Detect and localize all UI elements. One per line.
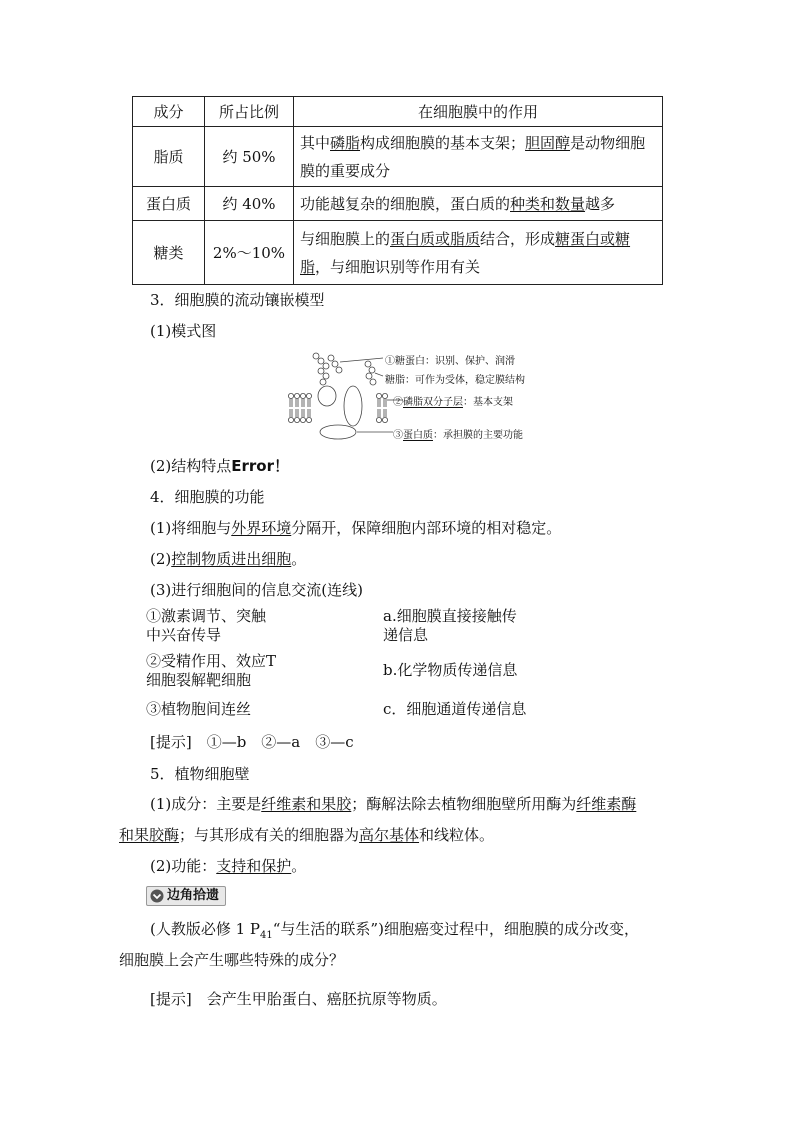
f-underline: 支持和保护: [216, 857, 292, 875]
header-component: 成分: [133, 97, 205, 127]
match-left-1b: 中兴奋传导: [146, 626, 222, 644]
section-3-title: 3．细胞膜的流动镶嵌模型: [150, 291, 325, 309]
f-text: 。: [291, 857, 307, 875]
composition-table: [132, 96, 663, 285]
corner-hint: [提示] 会产生甲胎蛋白、癌胚抗原等物质。: [150, 990, 447, 1008]
c-text: (1)成分：主要是: [150, 795, 262, 813]
section-5-function: [150, 855, 306, 876]
role-text: 功能越复杂的细胞膜，蛋白质的: [300, 194, 511, 213]
label-num: ②: [393, 397, 403, 408]
match-right-c: c．细胞通道传递信息: [383, 700, 527, 718]
role-text: 构成细胞膜的基本支架；: [360, 133, 526, 152]
p1-text: 分隔开，保障细胞内部环境的相对稳定。: [291, 519, 562, 537]
cell-name: 蛋白质: [133, 187, 205, 221]
match-left-2: [146, 652, 276, 690]
label-phospholipid: [393, 393, 513, 408]
role-underline: 磷脂: [330, 133, 361, 152]
table-row: [133, 127, 663, 187]
table-row: [133, 221, 663, 285]
label-glycolipid: 糖脂：可作为受体，稳定膜结构: [385, 375, 525, 386]
role-underline: 糖蛋白或糖脂: [300, 229, 631, 276]
match-left-1: [146, 607, 266, 645]
corner-badge: [146, 886, 226, 906]
match-left-2b: 细胞裂解靶细胞: [146, 671, 252, 689]
p1-text: (1)将细胞与: [150, 519, 232, 537]
c-underline: 纤维素酶: [576, 795, 637, 813]
role-underline: 种类和数量: [510, 194, 586, 213]
label-num: ③: [393, 430, 403, 441]
sub2-error: Error！: [231, 457, 289, 475]
p2-text: (2): [150, 550, 172, 568]
table-row: [133, 187, 663, 221]
cell-name: 糖类: [133, 221, 205, 285]
header-ratio: 所占比例: [205, 97, 294, 127]
cell-name: 脂质: [133, 127, 205, 187]
chevron-down-icon: [150, 889, 164, 903]
q-text: “与生活的联系”)细胞癌变过程中，细胞膜的成分改变，: [272, 920, 639, 938]
role-text: 越多: [585, 194, 616, 213]
match-left-1a: ①激素调节、突触: [146, 607, 267, 625]
c-underline: 和果胶酶: [119, 826, 180, 844]
section-4-p2: [150, 548, 306, 569]
role-text: ，与细胞识别等作用有关: [315, 257, 481, 276]
role-underline: 蛋白质或脂质: [390, 229, 481, 248]
p2-underline: 控制物质进出细胞: [171, 550, 292, 568]
label-text: ：基本支架: [463, 397, 513, 408]
cell-role: [294, 221, 663, 285]
role-text: 与细胞膜上的: [300, 229, 391, 248]
section-3-sub1: (1)模式图: [150, 322, 217, 340]
membrane-diagram: [283, 348, 553, 444]
cell-ratio: 约 50%: [205, 127, 294, 187]
c-text: ；酶解法除去植物细胞壁所用酶为: [351, 795, 577, 813]
role-text: 其中: [300, 133, 331, 152]
c-text: 和线粒体。: [419, 826, 495, 844]
section-3-sub2: [150, 455, 289, 476]
corner-badge-label: 边角拾遗: [167, 888, 220, 903]
match-right-b: b.化学物质传递信息: [383, 661, 518, 679]
section-5-c-line2: [119, 824, 494, 845]
header-role: 在细胞膜中的作用: [294, 97, 663, 127]
sub2-text: (2)结构特点: [150, 457, 232, 475]
section-5-c-line1: [150, 793, 636, 814]
label-underline: 蛋白质: [403, 430, 433, 441]
c-underline: 纤维素和果胶: [261, 795, 352, 813]
table-header-row: [133, 97, 663, 127]
cell-role: [294, 187, 663, 221]
f-text: (2)功能：: [150, 857, 217, 875]
role-underline: 胆固醇: [525, 133, 571, 152]
section-4-p1: [150, 517, 561, 538]
role-text: 结合，形成: [480, 229, 556, 248]
label-glycoprotein: ①糖蛋白：识别、保护、润滑: [385, 356, 515, 367]
match-right-a2: 递信息: [383, 626, 429, 644]
c-text: ；与其形成有关的细胞器为: [179, 826, 360, 844]
label-protein: [393, 426, 523, 441]
label-underline: 磷脂双分子层: [403, 397, 463, 408]
corner-question-line2: 细胞膜上会产生哪些特殊的成分？: [119, 951, 345, 969]
cell-ratio: 约 40%: [205, 187, 294, 221]
corner-question-line1: [150, 918, 639, 941]
q-text: (人教版必修 1 P: [150, 920, 261, 938]
p2-text: 。: [291, 550, 307, 568]
section-4-p3: (3)进行细胞间的信息交流(连线): [150, 581, 363, 599]
match-right-a: [383, 607, 517, 645]
match-right-a1: a.细胞膜直接接触传: [383, 607, 517, 625]
c-underline: 高尔基体: [359, 826, 420, 844]
section-4-title: 4．细胞膜的功能: [150, 488, 265, 506]
label-text: ：承担膜的主要功能: [433, 430, 523, 441]
cell-role: [294, 127, 663, 187]
match-left-2a: ②受精作用、效应T: [146, 652, 277, 670]
section-5-title: 5．植物细胞壁: [150, 765, 250, 783]
q-sub: 41: [260, 930, 273, 941]
role-text: 是动物细胞膜的重要成分: [300, 133, 646, 180]
section-4-hint: [提示] ①—b ②—a ③—c: [150, 733, 354, 751]
cell-ratio: 2%～10%: [205, 221, 294, 285]
p1-underline: 外界环境: [231, 519, 292, 537]
match-left-3: ③植物胞间连丝: [146, 700, 252, 718]
